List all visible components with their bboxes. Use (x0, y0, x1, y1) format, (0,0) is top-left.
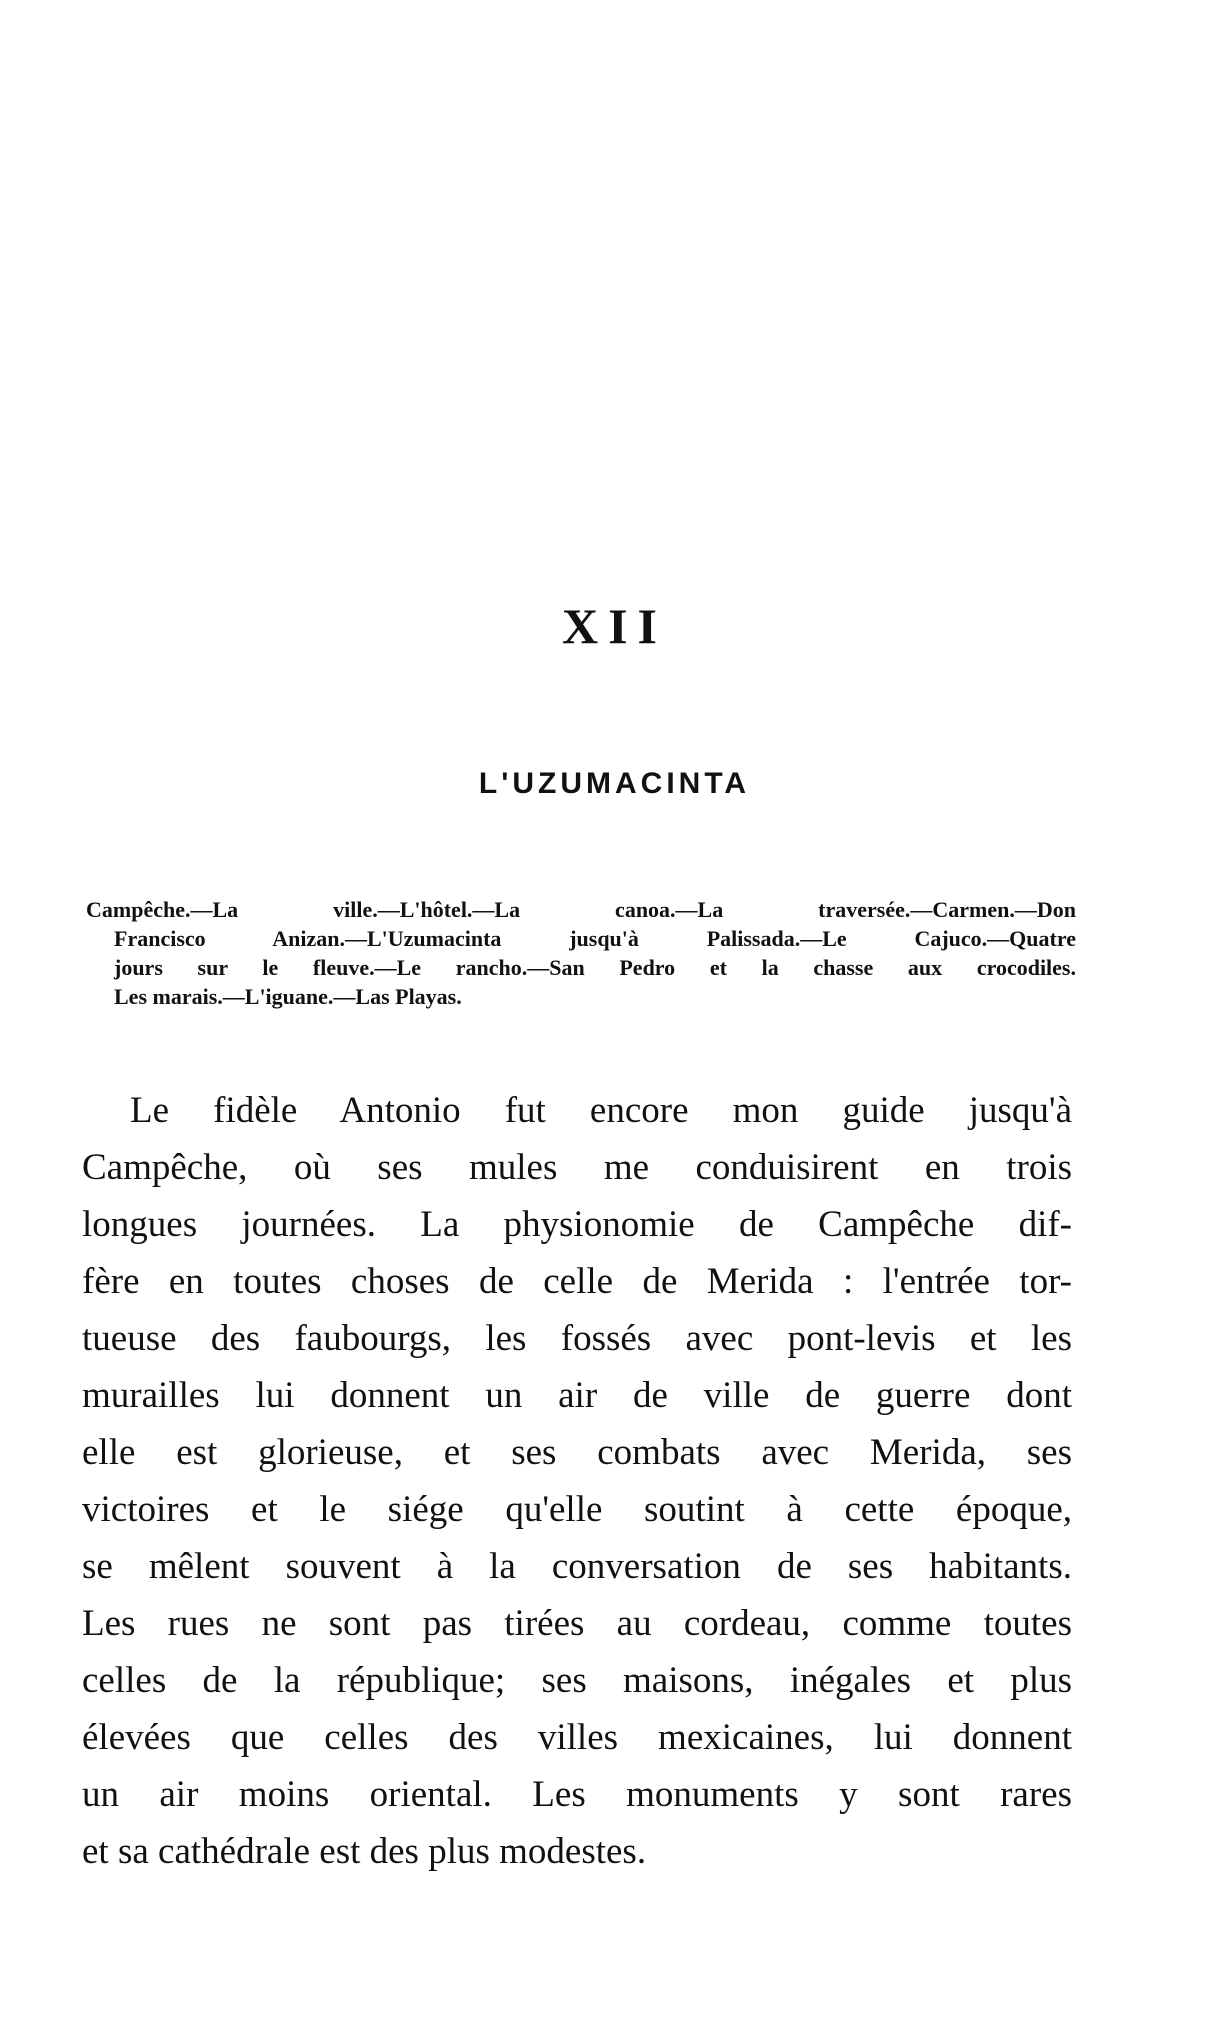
body-line: longues journées. La physionomie de Campêche dif- (82, 1204, 1072, 1245)
body-line: et sa cathédrale est des plus modestes. (82, 1831, 647, 1872)
body-line: un air moins oriental. Les monuments y sont rares (82, 1774, 1072, 1815)
chapter-title: L'UZUMACINTA (478, 767, 751, 800)
summary-line: jours sur le fleuve.—Le rancho.—San Pedro et la chasse aux crocodiles. (114, 955, 1076, 980)
body-line: Les rues ne sont pas tirées au cordeau, comme toutes (82, 1603, 1072, 1644)
body-paragraph (82, 1082, 1072, 1880)
body-line: fère en toutes choses de celle de Merida : l'entrée tor- (82, 1261, 1072, 1302)
body-line: Le fidèle Antonio fut encore mon guide jusqu'à (130, 1090, 1072, 1131)
body-line: elle est glorieuse, et ses combats avec Merida, ses (82, 1432, 1072, 1473)
summary-line: Les marais.—L'iguane.—Las Playas. (114, 984, 462, 1009)
summary-line: Francisco Anizan.—L'Uzumacinta jusqu'à Palissada.—Le Cajuco.—Quatre (114, 926, 1076, 951)
chapter-summary (86, 895, 1076, 1011)
summary-line: Campêche.—La ville.—L'hôtel.—La canoa.—La traversée.—Carmen.—Don (86, 897, 1076, 922)
body-line: murailles lui donnent un air de ville de guerre dont (82, 1375, 1072, 1416)
body-line: celles de la république; ses maisons, inégales et plus (82, 1660, 1072, 1701)
body-line: victoires et le siége qu'elle soutint à cette époque, (82, 1489, 1072, 1530)
body-line: Campêche, où ses mules me conduisirent en trois (82, 1147, 1072, 1188)
body-line: se mêlent souvent à la conversation de ses habitants. (82, 1546, 1072, 1587)
chapter-number: XII (561, 598, 668, 654)
body-line: tueuse des faubourgs, les fossés avec pont-levis et les (82, 1318, 1072, 1359)
body-line: élevées que celles des villes mexicaines, lui donnent (82, 1717, 1072, 1758)
